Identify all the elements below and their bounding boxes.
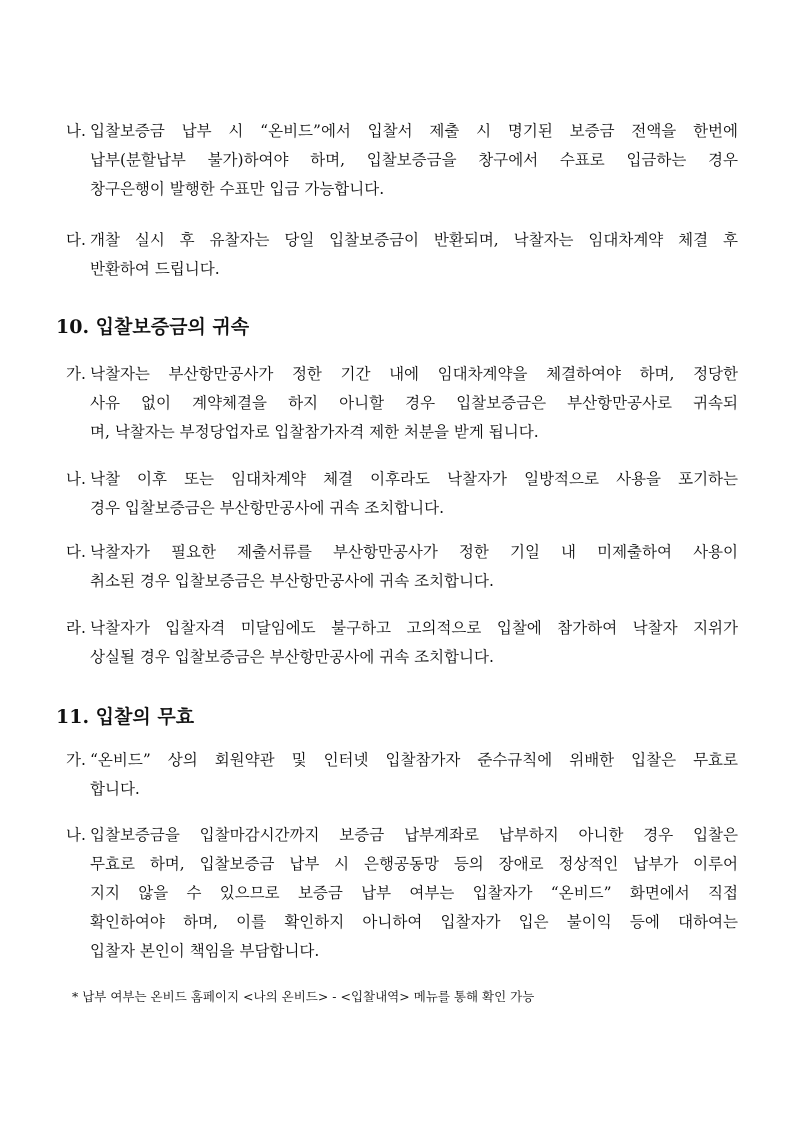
item-line: 며, 낙찰자는 부정당업자로 입찰참가자격 제한 처분을 받게 됩니다. — [90, 423, 539, 441]
item-line: 납부(분할납부 불가)하여야 하며, 입찰보증금을 창구에서 수표로 입금하는 경우 — [90, 151, 738, 169]
list-item — [66, 614, 738, 672]
item-line-first: 나. 입찰보증금 납부 시 “온비드”에서 입찰서 제출 시 명기된 보증금 전액을 한번에 — [66, 117, 738, 146]
item-line: 합니다. — [90, 780, 140, 798]
item-line-first: 가. “온비드” 상의 회원약관 및 인터넷 입찰참가자 준수규칙에 위배한 입찰은 무효로 — [66, 746, 738, 775]
item-line: 상실될 경우 입찰보증금은 부산항만공사에 귀속 조치합니다. — [90, 648, 494, 666]
list-item — [66, 465, 738, 523]
item-line: 지지 않을 수 있으므로 보증금 납부 여부는 입찰자가 “온비드” 화면에서 직접 — [90, 884, 738, 902]
item-line: 창구은행이 발행한 수표만 입금 가능합니다. — [90, 180, 385, 198]
item-line: 사유 없이 계약체결을 하지 아니할 경우 입찰보증금은 부산항만공사로 귀속되 — [90, 394, 738, 412]
list-item — [66, 746, 738, 804]
item-line-first: 가. 낙찰자는 부산항만공사가 정한 기간 내에 임대차계약을 체결하여야 하며, 정당한 — [66, 360, 738, 389]
list-item — [66, 117, 738, 204]
item-line: 경우 입찰보증금은 부산항만공사에 귀속 조치합니다. — [90, 499, 445, 517]
item-marker: 다. — [66, 231, 86, 249]
item-line: 무효로 하며, 입찰보증금 납부 시 은행공동망 등의 장애로 정상적인 납부가 이루어 — [90, 855, 738, 873]
item-line-first: 나. 입찰보증금을 입찰마감시간까지 보증금 납부계좌로 납부하지 아니한 경우 입찰은 — [66, 821, 738, 850]
section-heading: 10. 입찰보증금의 귀속 — [56, 316, 250, 338]
item-line: 입찰자 본인이 책임을 부담합니다. — [90, 942, 320, 960]
list-item — [66, 226, 738, 284]
list-item — [66, 821, 738, 966]
item-line-first: 라. 낙찰자가 입찰자격 미달임에도 불구하고 고의적으로 입찰에 참가하여 낙찰자 지위가 — [66, 614, 738, 643]
item-line-first: 다. 개찰 실시 후 유찰자는 당일 입찰보증금이 반환되며, 낙찰자는 임대차계약 체결 후 — [66, 226, 738, 255]
item-marker: 가. — [66, 365, 86, 383]
item-marker: 나. — [66, 122, 86, 140]
item-line: 취소된 경우 입찰보증금은 부산항만공사에 귀속 조치합니다. — [90, 572, 494, 590]
item-marker: 라. — [66, 619, 86, 637]
item-line-first: 나. 낙찰 이후 또는 임대차계약 체결 이후라도 낙찰자가 일방적으로 사용을 포기하는 — [66, 465, 738, 494]
item-line: 확인하여야 하며, 이를 확인하지 아니하여 입찰자가 입은 불이익 등에 대하여는 — [90, 913, 738, 931]
list-item — [66, 538, 738, 596]
footnote: * 납부 여부는 온비드 홈페이지 <나의 온비드> - <입찰내역> 메뉴를 통해 확인 가능 — [72, 989, 535, 1004]
list-item — [66, 360, 738, 447]
section-heading: 11. 입찰의 무효 — [56, 706, 195, 728]
item-marker: 나. — [66, 470, 86, 488]
item-line: 반환하여 드립니다. — [90, 260, 220, 278]
item-line-first: 다. 낙찰자가 필요한 제출서류를 부산항만공사가 정한 기일 내 미제출하여 사용이 — [66, 538, 738, 567]
item-marker: 나. — [66, 826, 86, 844]
item-marker: 다. — [66, 543, 86, 561]
item-marker: 가. — [66, 751, 86, 769]
